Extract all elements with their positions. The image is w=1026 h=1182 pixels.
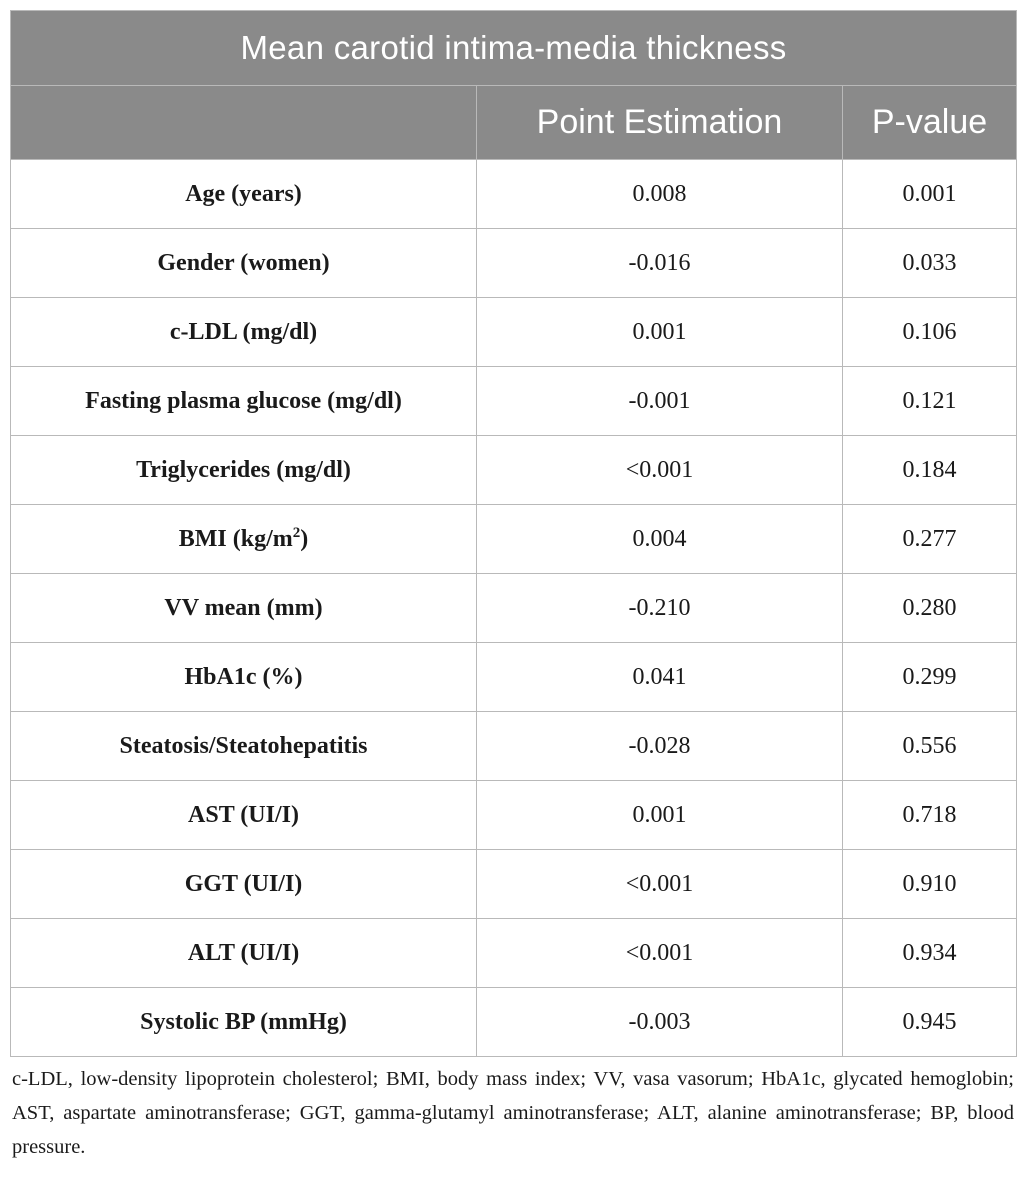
- row-label-suffix: ): [300, 525, 309, 552]
- table-row: [11, 505, 1017, 574]
- row-label: c-LDL (mg/dl): [11, 298, 477, 367]
- row-label: Age (years): [11, 160, 477, 229]
- row-label: Triglycerides (mg/dl): [11, 436, 477, 505]
- table-title-row: [11, 11, 1017, 86]
- row-label: GGT (UI/I): [11, 850, 477, 919]
- p-value-cell: 0.001: [843, 160, 1017, 229]
- row-label: VV mean (mm): [11, 574, 477, 643]
- p-value-cell: 0.934: [843, 919, 1017, 988]
- row-label: AST (UI/I): [11, 781, 477, 850]
- table-row: [11, 574, 1017, 643]
- results-table: [10, 10, 1017, 1057]
- p-value-cell: 0.277: [843, 505, 1017, 574]
- point-estimation-cell: 0.041: [477, 643, 843, 712]
- row-label: Steatosis/Steatohepatitis: [11, 712, 477, 781]
- table-row: [11, 850, 1017, 919]
- point-estimation-cell: -0.001: [477, 367, 843, 436]
- p-value-cell: 0.106: [843, 298, 1017, 367]
- point-estimation-cell: -0.028: [477, 712, 843, 781]
- table-row: [11, 643, 1017, 712]
- row-label: [11, 505, 477, 574]
- row-label: HbA1c (%): [11, 643, 477, 712]
- p-value-cell: 0.033: [843, 229, 1017, 298]
- table-row: [11, 160, 1017, 229]
- table-footnote: c-LDL, low-density lipoprotein cholesterol; BMI, body mass index; VV, vasa vasorum; HbA1c, glycated hemoglobin; AST, aspartate aminotransferase; GGT, gamma-glutamyl aminotransferase; ALT, alanine aminotransferase; BP, blood pressure.: [12, 1068, 1014, 1158]
- point-estimation-cell: 0.001: [477, 298, 843, 367]
- table-row: [11, 781, 1017, 850]
- p-value-cell: 0.945: [843, 988, 1017, 1057]
- point-estimation-cell: <0.001: [477, 436, 843, 505]
- row-label: Systolic BP (mmHg): [11, 988, 477, 1057]
- column-header-p-value: P-value: [843, 86, 1017, 160]
- p-value-cell: 0.299: [843, 643, 1017, 712]
- row-label-text: BMI (kg/m: [178, 525, 293, 552]
- table-row: [11, 298, 1017, 367]
- table-row: [11, 988, 1017, 1057]
- table-row: [11, 367, 1017, 436]
- point-estimation-cell: -0.016: [477, 229, 843, 298]
- table-row: [11, 712, 1017, 781]
- p-value-cell: 0.718: [843, 781, 1017, 850]
- column-header-variable: [11, 86, 477, 160]
- results-table-container: [10, 10, 1016, 1057]
- point-estimation-cell: -0.003: [477, 988, 843, 1057]
- p-value-cell: 0.280: [843, 574, 1017, 643]
- p-value-cell: 0.121: [843, 367, 1017, 436]
- row-label: ALT (UI/I): [11, 919, 477, 988]
- point-estimation-cell: 0.001: [477, 781, 843, 850]
- row-label: Fasting plasma glucose (mg/dl): [11, 367, 477, 436]
- point-estimation-cell: 0.008: [477, 160, 843, 229]
- table-row: [11, 229, 1017, 298]
- column-header-point-estimation: Point Estimation: [477, 86, 843, 160]
- row-label: Gender (women): [11, 229, 477, 298]
- p-value-cell: 0.556: [843, 712, 1017, 781]
- p-value-cell: 0.184: [843, 436, 1017, 505]
- p-value-cell: 0.910: [843, 850, 1017, 919]
- table-row: [11, 436, 1017, 505]
- point-estimation-cell: -0.210: [477, 574, 843, 643]
- point-estimation-cell: 0.004: [477, 505, 843, 574]
- table-row: [11, 919, 1017, 988]
- column-header-row: [11, 86, 1017, 160]
- point-estimation-cell: <0.001: [477, 850, 843, 919]
- superscript: 2: [292, 524, 301, 541]
- table-title: Mean carotid intima-media thickness: [11, 11, 1017, 86]
- point-estimation-cell: <0.001: [477, 919, 843, 988]
